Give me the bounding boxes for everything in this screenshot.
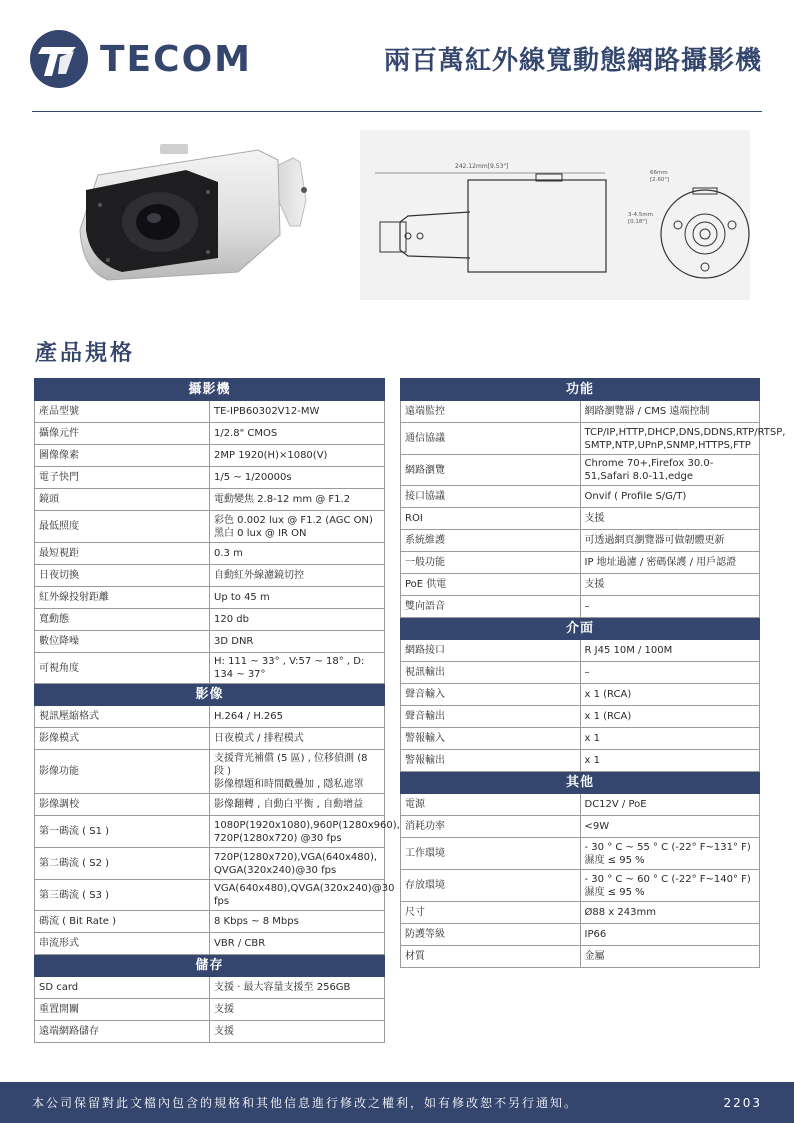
spec-row [35,911,385,933]
spec-row [401,902,760,924]
spec-label: 紅外線投射距離 [35,587,210,609]
spec-row [401,640,760,662]
section-title: 產品規格 [35,341,136,366]
spec-label: 接口協議 [401,486,581,508]
spec-row [401,455,760,486]
spec-value: TCP/IP,HTTP,DHCP,DNS,DDNS,RTP/RTSP, SMTP,NTP,UPnP,SNMP,HTTPS,FTP [580,423,760,455]
section-header-row [35,955,385,977]
section-header: 影像 [35,684,385,706]
spec-row [35,467,385,489]
spec-row [35,609,385,631]
spec-value: 8 Kbps ~ 8 Mbps [210,911,385,933]
spec-value: <9W [580,816,760,838]
spec-value: 1/5 ~ 1/20000s [210,467,385,489]
document-title: 兩百萬紅外線寬動態網路攝影機 [383,46,762,76]
spec-label: 最短視距 [35,543,210,565]
footer-notice: 本公司保留對此文檔內包含的規格和其他信息進行修改之權利，如有修改恕不另行通知。 [32,1096,579,1110]
spec-value: 金屬 [580,946,760,968]
spec-label: 最低照度 [35,511,210,543]
spec-value: H.264 / H.265 [210,706,385,728]
spec-row [35,933,385,955]
spec-value: 支援 · 最大容量支援至 256GB [210,977,385,999]
spec-value: IP 地址過濾 / 密碼保護 / 用戶認證 [580,552,760,574]
spec-label: 寬動態 [35,609,210,631]
spec-row [401,816,760,838]
spec-value: IP66 [580,924,760,946]
spec-value: – [580,596,760,618]
dimension-length-label: 242.12mm[9.53"] [455,163,509,170]
spec-label: 視訊輸出 [401,662,581,684]
spec-row [35,511,385,543]
spec-value: 影像翻轉 , 自動白平衡 , 自動增益 [210,794,385,816]
spec-label: 網路接口 [401,640,581,662]
footer-bar [0,1082,794,1123]
header-divider [32,111,762,112]
spec-label: 第一碼流 ( S1 ) [35,816,210,848]
spec-label: PoE 供電 [401,574,581,596]
spec-value: 720P(1280x720),VGA(640x480), QVGA(320x240)@30 fps [210,848,385,880]
spec-value: 網路瀏覽器 / CMS 遠端控制 [580,401,760,423]
spec-label: ROI [401,508,581,530]
spec-value: 電動變焦 2.8-12 mm @ F1.2 [210,489,385,511]
spec-label: 材質 [401,946,581,968]
spec-value: 0.3 m [210,543,385,565]
spec-row [35,1021,385,1043]
spec-row [401,924,760,946]
section-header: 介面 [401,618,760,640]
spec-label: 雙向語音 [401,596,581,618]
spec-value: Onvif ( Profile S/G/T) [580,486,760,508]
spec-value: 支援背光補償 (5 區) , 位移偵測 (8 段 ) 影像標題和時間戳疊加 , 隱私遮罩 [210,750,385,794]
spec-row [35,750,385,794]
spec-label: 消耗功率 [401,816,581,838]
spec-label: 第二碼流 ( S2 ) [35,848,210,880]
spec-row [35,587,385,609]
spec-label: 鏡頭 [35,489,210,511]
spec-row [401,508,760,530]
spec-value: – [580,662,760,684]
spec-value: H: 111 ~ 33° , V:57 ~ 18° , D: 134 ~ 37° [210,653,385,684]
spec-label: 系統維護 [401,530,581,552]
spec-row [401,596,760,618]
spec-value: DC12V / PoE [580,794,760,816]
spec-value: 3D DNR [210,631,385,653]
spec-value: TE-IPB60302V12-MW [210,401,385,423]
section-header-row [401,618,760,640]
spec-label: 存放環境 [401,870,581,902]
spec-label: 防護等級 [401,924,581,946]
spec-value: 120 db [210,609,385,631]
spec-label: SD card [35,977,210,999]
section-header: 功能 [401,379,760,401]
spec-label: 尺寸 [401,902,581,924]
spec-label: 可視角度 [35,653,210,684]
spec-row [35,848,385,880]
spec-label: 第三碼流 ( S3 ) [35,880,210,911]
dimension-hole-label: 3-4.5mm [0.18"] [628,212,653,225]
dimension-width-label: 66mm [2.60"] [650,170,670,183]
spec-value: VBR / CBR [210,933,385,955]
spec-value: - 30 ° C ~ 55 ° C (-22° F~131° F) 濕度 ≤ 95 % [580,838,760,870]
section-header: 其他 [401,772,760,794]
spec-value: Chrome 70+,Firefox 30.0-51,Safari 8.0-11,edge [580,455,760,486]
spec-row [35,977,385,999]
spec-value: 支援 [210,1021,385,1043]
spec-row [401,423,760,455]
tecom-logo-mark [30,30,88,88]
spec-label: 網路瀏覽 [401,455,581,486]
spec-value: 1/2.8" CMOS [210,423,385,445]
spec-row [35,880,385,911]
camera-photo [68,130,328,295]
spec-row [35,999,385,1021]
spec-label: 數位降噪 [35,631,210,653]
spec-value: x 1 (RCA) [580,706,760,728]
spec-label: 圖像像素 [35,445,210,467]
spec-value: 可透過網頁瀏覽器可做韌體更新 [580,530,760,552]
spec-value: Ø88 x 243mm [580,902,760,924]
section-header: 攝影機 [35,379,385,401]
dimension-drawing [360,130,750,300]
spec-value: 支援 [580,574,760,596]
spec-row [35,543,385,565]
spec-label: 通信協議 [401,423,581,455]
spec-label: 攝像元件 [35,423,210,445]
spec-row [401,728,760,750]
spec-row [35,706,385,728]
spec-row [35,816,385,848]
spec-row [35,728,385,750]
spec-label: 工作環境 [401,838,581,870]
spec-row [35,445,385,467]
spec-row [401,530,760,552]
spec-value: x 1 [580,728,760,750]
spec-row [401,684,760,706]
spec-value: 1080P(1920x1080),960P(1280x960), 720P(1280x720) @30 fps [210,816,385,848]
right-spec-table [400,378,786,968]
spec-row [35,565,385,587]
spec-row [35,489,385,511]
spec-value: 支援 [580,508,760,530]
spec-row [401,750,760,772]
spec-label: 聲音輸出 [401,706,581,728]
spec-label: 視訊壓縮格式 [35,706,210,728]
spec-row [401,706,760,728]
spec-label: 聲音輸入 [401,684,581,706]
spec-label: 遠端監控 [401,401,581,423]
spec-label: 遠端網路儲存 [35,1021,210,1043]
section-header-row [401,772,760,794]
spec-row [35,631,385,653]
section-header-row [401,379,760,401]
spec-row [401,946,760,968]
spec-row [35,794,385,816]
left-spec-table [34,378,400,1043]
spec-row [401,870,760,902]
spec-value: - 30 ° C ~ 60 ° C (-22° F~140° F) 濕度 ≤ 95 % [580,870,760,902]
spec-value: VGA(640x480),QVGA(320x240)@30 fps [210,880,385,911]
spec-row [35,423,385,445]
spec-label: 電源 [401,794,581,816]
tecom-logo [30,30,252,88]
footer-code: 2203 [723,1095,762,1110]
section-header-row [35,379,385,401]
spec-label: 一般功能 [401,552,581,574]
spec-value: R J45 10M / 100M [580,640,760,662]
spec-row [401,794,760,816]
spec-label: 重置開關 [35,999,210,1021]
spec-value: 自動紅外線濾鏡切控 [210,565,385,587]
spec-value: x 1 [580,750,760,772]
spec-value: x 1 (RCA) [580,684,760,706]
spec-row [401,838,760,870]
spec-value: 日夜模式 / 排程模式 [210,728,385,750]
spec-value: 支援 [210,999,385,1021]
spec-row [35,653,385,684]
spec-label: 產品型號 [35,401,210,423]
spec-row [401,552,760,574]
spec-label: 警報輸入 [401,728,581,750]
spec-label: 電子快門 [35,467,210,489]
spec-label: 影像模式 [35,728,210,750]
brand-name: TECOM [100,38,252,80]
spec-label: 日夜切換 [35,565,210,587]
spec-value: 2MP 1920(H)×1080(V) [210,445,385,467]
spec-label: 碼流 ( Bit Rate ) [35,911,210,933]
spec-row [35,401,385,423]
spec-value: Up to 45 m [210,587,385,609]
spec-label: 影像調校 [35,794,210,816]
spec-row [401,574,760,596]
section-header-row [35,684,385,706]
spec-label: 影像功能 [35,750,210,794]
spec-row [401,662,760,684]
spec-label: 警報輸出 [401,750,581,772]
spec-row [401,401,760,423]
spec-label: 串流形式 [35,933,210,955]
spec-value: 彩色 0.002 lux @ F1.2 (AGC ON) 黑白 0 lux @ IR ON [210,511,385,543]
section-header: 儲存 [35,955,385,977]
spec-row [401,486,760,508]
